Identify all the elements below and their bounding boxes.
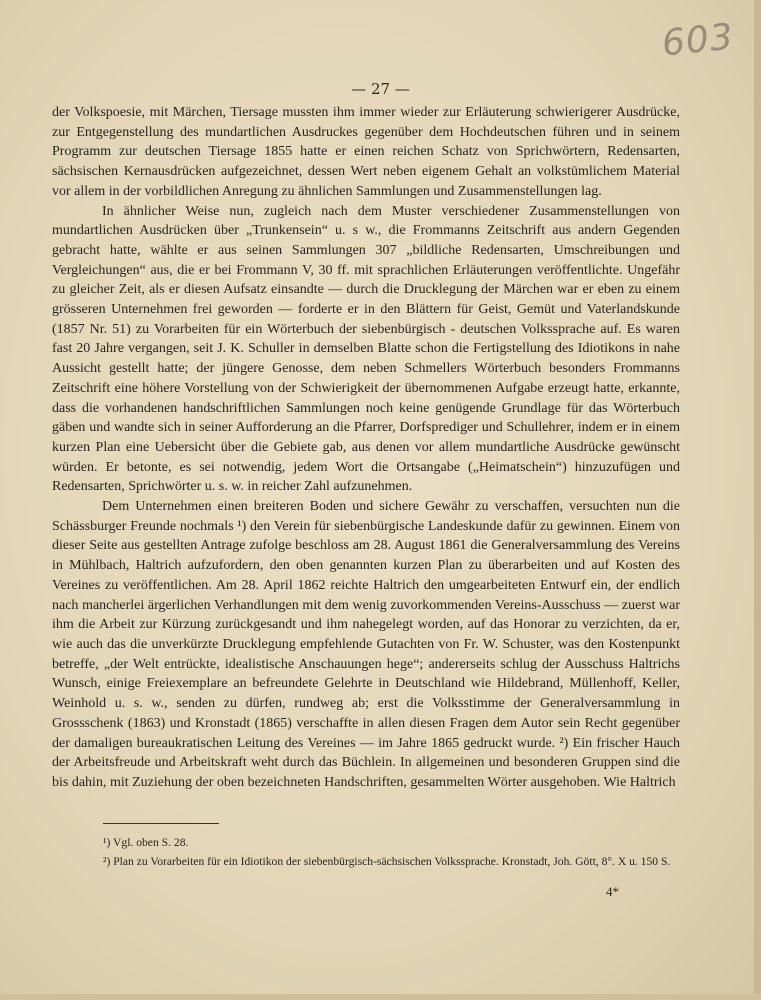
page-bottom-edge: [0, 994, 761, 1000]
page-number: — 27 —: [351, 80, 410, 98]
page-edge-shadow: [754, 0, 761, 1000]
handwritten-folio-number: 603: [660, 16, 736, 65]
paragraph-2: In ähnlicher Weise nun, zugleich nach dem Muster verschiedener Zusammenstellungen von mundartlichen Ausdrücken über „Trunkensein“ u. s w., die Frommanns Zeitschrift aus andern Gegenden gebracht hatte, wählte er aus seinen Sammlungen 307 „bildliche Redensarten, Umschreibungen und Vergleichungen“ aus, die er bei Frommann V, 30 ff. mit sprachlichen Erläuterungen veröffentlichte. Ungefähr zu gleicher Zeit, als er diesen Aufsatz einsandte — durch die Drucklegung der Märchen war er eben zu einem grösseren Unternehmen frei geworden — forderte er in den Blättern für Geist, Gemüt und Vaterlandskunde (1857 Nr. 51) zu Vorarbeiten für ein Wörterbuch der siebenbürgisch - deutschen Volkssprache auf. Es waren fast 20 Jahre vergangen, seit J. K. Schuller in demselben Blatte schon die Fertigstellung des Idiotikons in nahe Aussicht gestellt hatte; der jüngere Genosse, dem neben Schmellers Wörterbuch besonders Frommanns Zeitschrift eine höhere Vorstellung von der Schwierigkeit der übernommenen Aufgabe erzeugt hatte, erkannte, dass die vorhandenen handschriftlichen Sammlungen noch keine genügende Grundlage für das Wörterbuch gäben und wandte sich in seiner Aufforderung an die Pfarrer, Dorfsprediger und Schullehrer, indem er in einem kurzen Plan eine Uebersicht über die Gebiete gab, aus denen vor allem mundartliche Ausdrücke gewünscht würden. Er betonte, es sei notwendig, jedem Wort die Ortsangabe („Heimatschein“) hinzuzufügen und Redensarten, Sprichwörter u. s. w. in reicher Zahl aufzunehmen.: [52, 203, 680, 495]
signature-mark: 4*: [606, 884, 619, 899]
body-text: [52, 103, 680, 793]
footnote-1: ¹) Vgl. oben S. 28.: [103, 836, 189, 849]
paragraph-1: der Volkspoesie, mit Märchen, Tiersage mussten ihm immer wieder zur Erläuterung schwierigerer Ausdrücke, zur Entgegenstellung des mundartlichen Ausdruckes gegenüber dem Hochdeutschen führen und in seinem Programm zur deutschen Tiersage 1855 hatte er einen reichen Schatz von Sprichwörtern, Redensarten, sächsischen Kernausdrücken aufgezeichnet, dessen Wert neben eigenem Gehalt an volkstümlichem Material vor allem in der vorbildlichen Anregung zu ähnlichen Sammlungen und Zusammenstellungen lag.: [52, 105, 680, 199]
footnotes: [52, 833, 680, 871]
footnote-separator: [103, 823, 219, 824]
footnote-2: ²) Plan zu Vorarbeiten für ein Idiotikon der siebenbürgisch-sächsischen Volkssprache. Kronstadt, Joh. Gött, 8°. X u. 150 S.: [103, 855, 671, 868]
paragraph-3: Dem Unternehmen einen breiteren Boden und sichere Gewähr zu verschaffen, versuchten nun die Schässburger Freunde nochmals ¹) den Verein für siebenbürgische Landeskunde dafür zu gewinnen. Einem von dieser Seite aus gestellten Antrage zufolge beschloss am 28. August 1861 die Generalversammlung des Vereins in Mühlbach, Haltrich aufzufordern, den oben genannten kurzen Plan zu überarbeiten und auf Kosten des Vereines zu veröffentlichen. Am 28. April 1862 reichte Haltrich den umgearbeiteten Entwurf ein, der endlich nach mancherlei ärgerlichen Verhandlungen mit dem wenig zuvorkommenden Vereins-Ausschuss — zuerst war ihm die Arbeit zur Kürzung zurückgesandt und ihm nahegelegt worden, auf das Honorar zu verzichten, da er, wie auch das die unverkürzte Drucklegung empfehlende Gutachten von Fr. W. Schuster, was den Kostenpunkt betreffe, „der Welt entrückte, idealistische Anschauungen hege“; andererseits schlug der Ausschuss Haltrichs Wunsch, einige Freiexemplare an befreundete Gelehrte in Deutschland wie Hildebrand, Müllenhoff, Keller, Weinhold u. s. w., senden zu dürfen, rundweg ab; erst die Volksstimme der Generalversammlung in Grossschenk (1863) und Kronstadt (1865) verschaffte in allen diesen Fragen dem Autor sein Recht gegenüber der damaligen bureaukratischen Leitung des Vereines — im Jahre 1865 gedruckt wurde. ²) Ein frischer Hauch der Arbeitsfreude und Arbeitskraft weht durch das Büchlein. In allgemeinen und besonderen Gruppen sind die bis dahin, mit Zuziehung der oben bezeichneten Handschriften, gesammelten Wörter ausgehoben. Wie Haltrich: [52, 499, 680, 790]
